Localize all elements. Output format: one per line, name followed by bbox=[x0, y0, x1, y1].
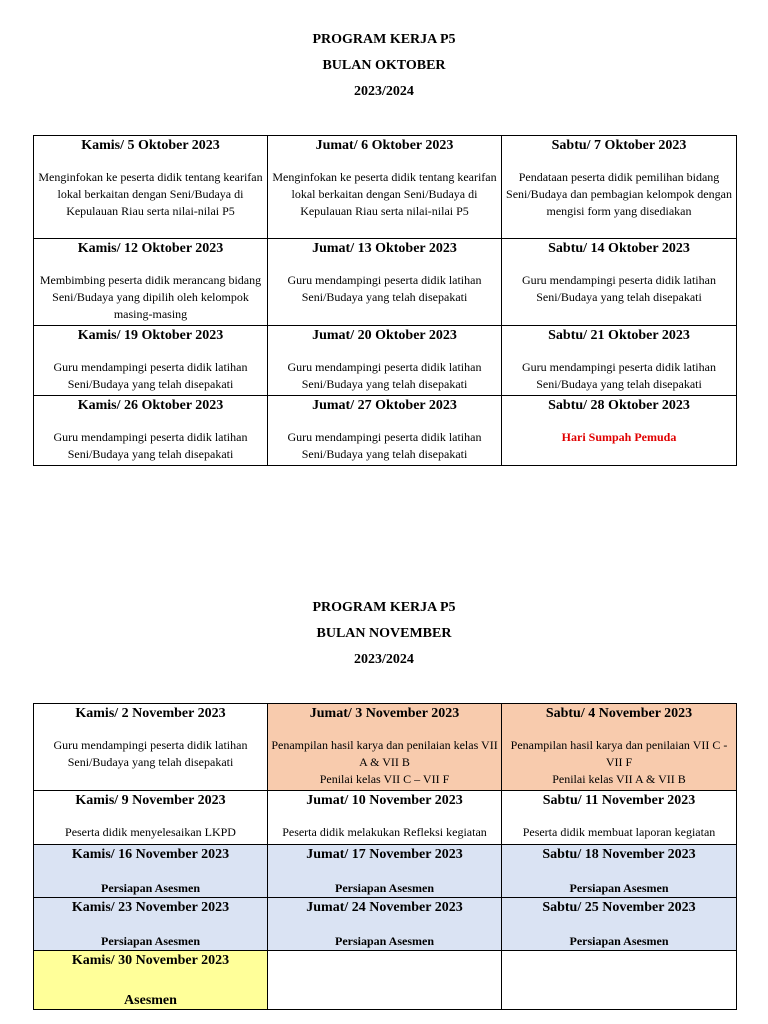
holiday-label: Hari Sumpah Pemuda bbox=[561, 430, 677, 444]
cell-date: Sabtu/ 21 Oktober 2023 bbox=[548, 328, 690, 343]
cell-description: Persiapan Asesmen bbox=[101, 934, 200, 948]
cell-date: Kamis/ 23 November 2023 bbox=[71, 900, 230, 915]
cell-description: Pendataan peserta didik pemilihan bidang Seni/Budaya dan pembagian kelompok dengan mengisi form yang disediakan bbox=[506, 170, 732, 218]
schedule-cell bbox=[268, 136, 502, 239]
november-month: BULAN NOVEMBER bbox=[316, 626, 452, 641]
schedule-cell bbox=[502, 396, 737, 466]
october-month: BULAN OKTOBER bbox=[322, 58, 446, 73]
cell-date: Jumat/ 24 November 2023 bbox=[306, 900, 463, 915]
cell-description: Persiapan Asesmen bbox=[335, 881, 434, 895]
schedule-cell bbox=[268, 239, 502, 326]
cell-description: Persiapan Asesmen bbox=[569, 881, 669, 895]
schedule-cell bbox=[502, 898, 737, 951]
empty-cell bbox=[502, 951, 737, 1010]
schedule-cell bbox=[502, 326, 737, 396]
cell-date: Kamis/ 12 Oktober 2023 bbox=[77, 241, 224, 256]
cell-description: Penampilan hasil karya dan penilaian VII C - VII F bbox=[510, 738, 728, 769]
cell-description: Asesmen bbox=[124, 993, 177, 1008]
cell-description: Membimbing peserta didik merancang bidang Seni/Budaya yang dipilih oleh kelompok masing-masing bbox=[39, 273, 262, 321]
cell-assessor: Penilai kelas VII C – VII F bbox=[319, 772, 450, 786]
cell-description: Guru mendampingi peserta didik latihan Seni/Budaya yang telah disepakati bbox=[53, 430, 248, 461]
cell-assessor: Penilai kelas VII A & VII B bbox=[552, 772, 686, 786]
cell-date: Kamis/ 2 November 2023 bbox=[75, 706, 226, 721]
cell-date: Kamis/ 16 November 2023 bbox=[71, 847, 230, 862]
cell-date: Sabtu/ 4 November 2023 bbox=[545, 706, 693, 721]
cell-description: Persiapan Asesmen bbox=[569, 934, 669, 948]
table-row bbox=[34, 845, 737, 898]
cell-description: Penampilan hasil karya dan penilaian kelas VII A & VII B bbox=[271, 738, 498, 769]
schedule-cell bbox=[502, 845, 737, 898]
schedule-cell bbox=[268, 326, 502, 396]
table-row bbox=[34, 791, 737, 845]
october-year: 2023/2024 bbox=[354, 84, 414, 99]
cell-description: Guru mendampingi peserta didik latihan Seni/Budaya yang telah disepakati bbox=[287, 360, 482, 391]
schedule-cell bbox=[34, 136, 268, 239]
table-row bbox=[34, 898, 737, 951]
cell-date: Sabtu/ 25 November 2023 bbox=[542, 900, 696, 915]
schedule-cell bbox=[502, 239, 737, 326]
empty-cell bbox=[268, 951, 502, 1010]
cell-description: Persiapan Asesmen bbox=[335, 934, 434, 948]
schedule-cell bbox=[268, 898, 502, 951]
table-row bbox=[34, 326, 737, 396]
schedule-cell bbox=[34, 704, 268, 791]
table-row bbox=[34, 951, 737, 1010]
cell-description: Peserta didik melakukan Refleksi kegiatan bbox=[282, 825, 487, 839]
cell-date: Sabtu/ 18 November 2023 bbox=[542, 847, 696, 862]
november-schedule-table bbox=[33, 703, 737, 1010]
schedule-cell bbox=[34, 845, 268, 898]
schedule-cell bbox=[268, 396, 502, 466]
cell-date: Jumat/ 6 Oktober 2023 bbox=[315, 138, 454, 153]
cell-date: Kamis/ 30 November 2023 bbox=[71, 953, 230, 968]
schedule-cell bbox=[34, 326, 268, 396]
november-year: 2023/2024 bbox=[354, 652, 414, 667]
schedule-cell bbox=[268, 845, 502, 898]
cell-date: Jumat/ 20 Oktober 2023 bbox=[312, 328, 457, 343]
cell-date: Jumat/ 10 November 2023 bbox=[306, 793, 463, 808]
schedule-cell bbox=[34, 239, 268, 326]
cell-description: Guru mendampingi peserta didik latihan Seni/Budaya yang telah disepakati bbox=[522, 273, 716, 304]
cell-description: Guru mendampingi peserta didik latihan Seni/Budaya yang telah disepakati bbox=[53, 360, 248, 391]
cell-description: Persiapan Asesmen bbox=[101, 881, 200, 895]
table-row bbox=[34, 704, 737, 791]
schedule-cell bbox=[502, 704, 737, 791]
cell-description: Guru mendampingi peserta didik latihan Seni/Budaya yang telah disepakati bbox=[287, 273, 482, 304]
cell-date: Jumat/ 13 Oktober 2023 bbox=[312, 241, 457, 256]
november-title: PROGRAM KERJA P5 bbox=[312, 600, 456, 615]
cell-date: Kamis/ 19 Oktober 2023 bbox=[77, 328, 224, 343]
table-row bbox=[34, 396, 737, 466]
schedule-cell bbox=[502, 791, 737, 845]
schedule-cell bbox=[34, 898, 268, 951]
cell-date: Sabtu/ 11 November 2023 bbox=[542, 793, 696, 808]
cell-description: Guru mendampingi peserta didik latihan Seni/Budaya yang telah disepakati bbox=[522, 360, 716, 391]
table-row bbox=[34, 136, 737, 239]
cell-description: Guru mendampingi peserta didik latihan Seni/Budaya yang telah disepakati bbox=[53, 738, 248, 769]
schedule-cell bbox=[34, 951, 268, 1010]
schedule-cell bbox=[502, 136, 737, 239]
october-schedule-table bbox=[33, 135, 737, 466]
cell-date: Sabtu/ 14 Oktober 2023 bbox=[548, 241, 690, 256]
cell-date: Jumat/ 27 Oktober 2023 bbox=[312, 398, 457, 413]
cell-description: Peserta didik membuat laporan kegiatan bbox=[522, 825, 716, 839]
cell-description: Menginfokan ke peserta didik tentang kearifan lokal berkaitan dengan Seni/Budaya di Kepulauan Riau serta nilai-nilai P5 bbox=[38, 170, 263, 218]
cell-description: Menginfokan ke peserta didik tentang kearifan lokal berkaitan dengan Seni/Budaya di Kepulauan Riau serta nilai-nilai P5 bbox=[272, 170, 497, 218]
cell-date: Kamis/ 5 Oktober 2023 bbox=[81, 138, 220, 153]
schedule-cell bbox=[268, 791, 502, 845]
schedule-cell bbox=[268, 704, 502, 791]
table-row bbox=[34, 239, 737, 326]
cell-date: Jumat/ 3 November 2023 bbox=[309, 706, 460, 721]
schedule-cell bbox=[34, 791, 268, 845]
cell-date: Sabtu/ 28 Oktober 2023 bbox=[548, 398, 690, 413]
schedule-cell bbox=[34, 396, 268, 466]
cell-date: Kamis/ 26 Oktober 2023 bbox=[77, 398, 224, 413]
cell-description: Peserta didik menyelesaikan LKPD bbox=[65, 825, 236, 839]
cell-date: Kamis/ 9 November 2023 bbox=[75, 793, 226, 808]
cell-description: Guru mendampingi peserta didik latihan Seni/Budaya yang telah disepakati bbox=[287, 430, 482, 461]
cell-date: Sabtu/ 7 Oktober 2023 bbox=[551, 138, 687, 153]
october-title: PROGRAM KERJA P5 bbox=[312, 32, 456, 47]
cell-date: Jumat/ 17 November 2023 bbox=[306, 847, 463, 862]
